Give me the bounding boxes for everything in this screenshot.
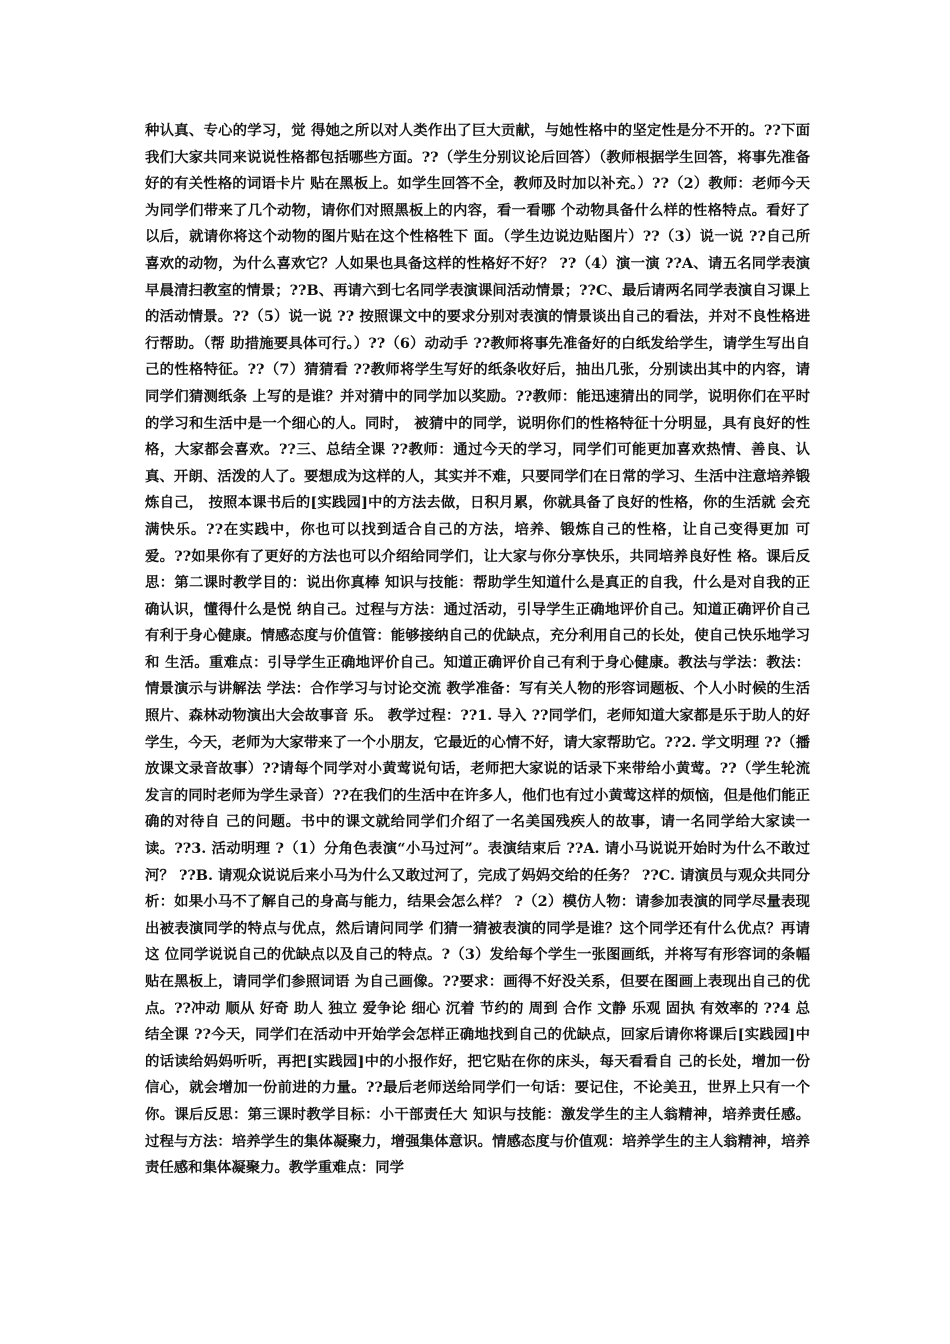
- body-paragraph: 种认真、专心的学习，觉 得她之所以对人类作出了巨大贡献，与她性格中的坚定性是分不开的。??下面我们大家共同来说说性格都包括哪些方面。??（学生分别议论后回答）（教师根据学生回答，将事先准备好的有关性格的词语卡片 贴在黑板上。如学生回答不全，教师及时加以补充。）??（2）教师：老师今天为同学们带来了几个动物，请你们对照黑板上的内容，看一看哪 个动物具备什么样的性格特点。看好了以后，就请你将这个动物的图片贴在这个性格牲下 面。（学生边说边贴图片）??（3）说一说 ??自己所喜欢的动物，为什么喜欢它？人如果也具备这样的性格好不好？ ??（4）演一演 ??A、请五名同学表演早晨清扫教室的情景；??B、再请六到七名同学表演课间活动情景；??C、最后请两名同学表演自习课上的活动情景。??（5）说一说 ?? 按照课文中的要求分别对表演的情景谈出自己的看法，并对不良性格进行帮助。（帮 助措施要具体可行。）??（6）动动手 ??教师将事先准备好的白纸发给学生，请学生写出自己的性格特征。??（7）猜猜看 ??教师将学生写好的纸条收好后，抽出几张，分别读出其中的内容，请同学们猜测纸条 上写的是谁？并对猜中的同学加以奖励。??教师：能迅速猜出的同学，说明你们在平时的学习和生活中是一个细心的人。同时， 被猜中的同学，说明你们的性格特征十分明显，具有良好的性格，大家都会喜欢。??三、总结全课 ??教师：通过今天的学习，同学们可能更加喜欢热情、善良、认真、开朗、活泼的人了。要想成为这样的人，其实并不难，只要同学们在日常的学习、生活中注意培养锻炼自己， 按照本课书后的[实践园]中的方法去做，日积月累，你就具备了良好的性格，你的生活就 会充满快乐。??在实践中，你也可以找到适合自己的方法，培养、锻炼自己的性格，让自己变得更加 可爱。??如果你有了更好的方法也可以介绍给同学们，让大家与你分享快乐，共同培养良好性 格。课后反思：第二课时教学目的：说出你真棒 知识与技能：帮助学生知道什么是真正的自我，什么是对自我的正确认识，懂得什么是悦 纳自己。过程与方法：通过活动，引导学生正确地评价自己。知道正确评价自己有利于身心健康。情感态度与价值管：能够接纳自己的优缺点，充分利用自己的长处，使自己快乐地学习和 生活。重难点：引导学生正确地评价自己。知道正确评价自己有利于身心健康。教法与学法：教法：情景演示与讲解法 学法：合作学习与讨论交流 教学准备：写有关人物的形容词题板、个人小时候的生活照片、森林动物演出大会故事音 乐。 教学过程：??1. 导入 ??同学们，老师知道大家都是乐于助人的好学生，今天，老师为大家带来了一个小朋友，它最近的心情不好，请大家帮助它。??2. 学文明理 ??（播放课文录音故事）??请每个同学对小黄莺说句话，老师把大家说的话录下来带给小黄莺。??（学生轮流发言的同时老师为学生录音）??在我们的生活中在许多人，他们也有过小黄莺这样的烦恼，但是他们能正确的对待自 己的问题。书中的课文就给同学们介绍了一名美国残疾人的故事，请一名同学给大家读一 读。??3. 活动明理 ?（1）分角色表演“小马过河”。表演结束后 ??A. 请小马说说开始时为什么不敢过河？ ??B. 请观众说说后来小马为什么又敢过河了，完成了妈妈交给的任务？ ??C. 请演员与观众共同分析：如果小马不了解自己的身高与能力，结果会怎么样？ ?（2）模仿人物：请参加表演的同学尽量表现出被表演同学的特点与优点，然后请问同学 们猜一猜被表演的同学是谁？这个同学还有什么优点？再请这 位同学说说自己的优缺点以及自己的特点。?（3）发给每个学生一张图画纸，并将写有形容词的条幅贴在黑板上，请同学们参照词语 为自己画像。??要求：画得不好没关系，但要在图画上表现出自己的优点。??冲动 顺从 好奇 助人 独立 爱争论 细心 沉着 节约的 周到 合作 文静 乐观 固执 有效率的 ??4 总结全课 ??今天，同学们在活动中开始学会怎样正确地找到自己的优缺点，回家后请你将课后[实践园]中的话读给妈妈听听，再把[实践园]中的小报作好，把它贴在你的床头，每天看看自 己的长处，增加一份信心，就会增加一份前进的力量。??最后老师送给同学们一句话：要记住，不论美丑，世界上只有一个你。课后反思：第三课时教学目标：小干部责任大 知识与技能：激发学生的主人翁精神，培养责任感。过程与方法：培养学生的集体凝聚力，增强集体意识。情感态度与价值观：培养学生的主人翁精神，培养责任感和集体凝聚力。教学重难点：同学: [145, 122, 810, 1177]
